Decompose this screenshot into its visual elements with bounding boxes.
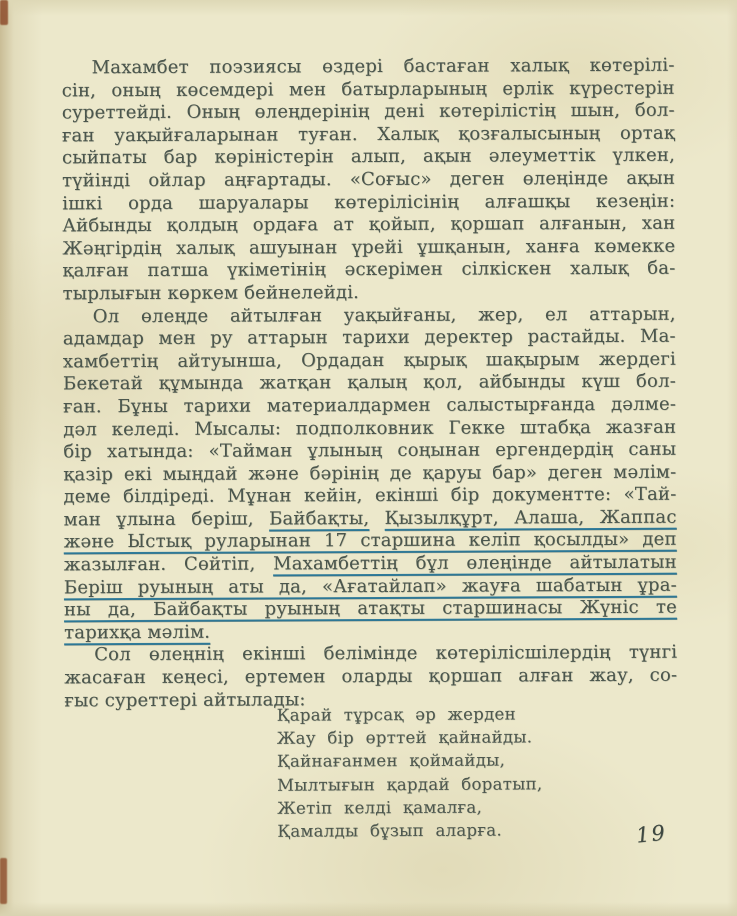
text-segment: ғыс суреттері айтылады:: [64, 688, 306, 711]
text-line: [63, 281, 676, 306]
text-line: [64, 665, 677, 690]
text-line: [63, 416, 676, 441]
hand-underlined-text: Байбақты,: [268, 507, 370, 530]
text-segment: бір хатында: «Тайман ұлының соңынан ергендердің саны: [63, 438, 677, 463]
text-line: [62, 122, 675, 147]
text-line: [62, 258, 675, 283]
text-segment: Айбынды қолдың ордаға ат қойып, қоршап алғанын, хан: [62, 212, 676, 237]
text-line: [62, 77, 675, 102]
verse-line: Қамалды бұзып аларға.: [277, 820, 503, 841]
text-segment: тырлығын көркем бейнелейді.: [62, 281, 360, 305]
text-segment: жасаған кеңесі, ертемен оларды қоршап алған жау, со-: [64, 664, 678, 689]
text-segment: ған уақыйғаларынан туған. Халық қозғалысының ортақ: [61, 122, 675, 147]
text-line: [62, 235, 675, 260]
text-line: [63, 348, 676, 373]
text-segment: дәл келеді. Мысалы: подполковник Гекке штабқа жазған: [63, 416, 677, 440]
binding-mark-top: [0, 0, 8, 25]
hand-underlined-text: Беріш руының аты да, «Ағатайлап» жауға шабатын ұра-: [63, 574, 677, 598]
text-line: [63, 394, 676, 419]
text-line: [64, 597, 677, 622]
text-line: [62, 100, 675, 125]
text-segment: Сол өлеңнің екінші белімінде көтерілісшілердің түнгі: [94, 642, 678, 666]
text-segment: сыйпаты бар көріністерін алып, ақын әлеуметтік үлкен,: [61, 145, 676, 169]
text-line: [64, 552, 677, 577]
verse-line: Жау бір өрттей қайнайды.: [276, 727, 533, 748]
text-segment: ман ұлына беріш,: [63, 508, 270, 531]
text-line: [62, 55, 675, 80]
text-line: [62, 145, 675, 170]
text-segment: Ол өлеңде айтылған уақыйғаны, жер, ел аттарын,: [92, 303, 676, 327]
text-line: [63, 326, 676, 351]
verse-line: Қайнағанмен қоймайды,: [276, 750, 506, 772]
text-segment: қазір екі мыңдай және бәрінің де қаруы бар» деген мәлім-: [63, 461, 677, 486]
text-segment: қалған патша үкіметінің әскерімен сілкіскен халық ба-: [62, 258, 676, 282]
text-line: [64, 529, 677, 554]
hand-underlined-text: ны да, Байбақты руының атақты старшинасы Жүніс те: [63, 596, 678, 621]
text-segment: Жәңгірдің халық ашуынан үрейі ұшқанын, ханға көмекке: [62, 235, 676, 260]
text-line: [63, 461, 676, 486]
hand-underlined-text: тарихқа мәлім.: [64, 621, 211, 644]
page-number: 19: [634, 820, 668, 848]
verse-line: Қарай тұрсақ әр жерден: [276, 704, 516, 725]
text-segment: сін, оның көсемдері мен батырларының ерлік күрестерін: [61, 77, 675, 101]
binding-mark-bottom: [0, 858, 7, 904]
text-segment: суреттейді. Оның өлеңдерінің дені көтерілістің шын, бол-: [61, 99, 675, 124]
text-segment: Бекетай құмында жатқан қалың қол, айбынды күш бол-: [62, 370, 677, 395]
text-line: [62, 213, 675, 238]
text-line: [63, 439, 676, 464]
text-segment: [369, 508, 384, 529]
text-line: [64, 507, 677, 532]
verse-line: Мылтығын қардай боратып,: [277, 773, 543, 795]
verse-line: Жетіп келді қамалға,: [277, 797, 483, 818]
text-line: [64, 574, 677, 599]
text-line: [62, 190, 675, 215]
text-line: [63, 484, 676, 509]
text-segment: жазылған. Сөйтіп,: [63, 553, 274, 576]
hand-underlined-text: Махамбеттің бұл өлеңінде айтылатын: [273, 551, 677, 575]
text-segment: ған. Бұны тарихи материалдармен салыстырғанда дәлме-: [63, 393, 677, 418]
text-segment: адамдар мен ру аттарын тарихи деректер растайды. Ма-: [62, 325, 676, 350]
poem-excerpt: [277, 702, 543, 843]
text-line: [64, 642, 677, 667]
text-segment: ішкі орда шаруалары көтерілісінің алғашқы кезеңін:: [62, 190, 676, 214]
text-segment: түйінді ойлар аңғартады. «Соғыс» деген өлеңінде ақын: [62, 167, 676, 192]
hand-underlined-text: Қызылқұрт, Алаша, Жаппас: [384, 506, 677, 529]
hand-underlined-text: және Ыстық руларынан 17 старшина келіп қосылды» деп: [63, 529, 677, 553]
text-segment: Махамбет поэзиясы өздері бастаған халық көтерілі-: [91, 54, 675, 79]
body-text: [62, 55, 678, 713]
text-segment: деме білдіреді. Мұнан кейін, екінші бір документте: «Тай-: [63, 483, 677, 508]
text-line: [63, 303, 676, 328]
text-segment: хамбеттің айтуынша, Ордадан қырық шақырым жердегі: [62, 348, 676, 373]
text-line: [64, 620, 677, 645]
text-line: [63, 371, 676, 396]
text-line: [62, 168, 675, 193]
